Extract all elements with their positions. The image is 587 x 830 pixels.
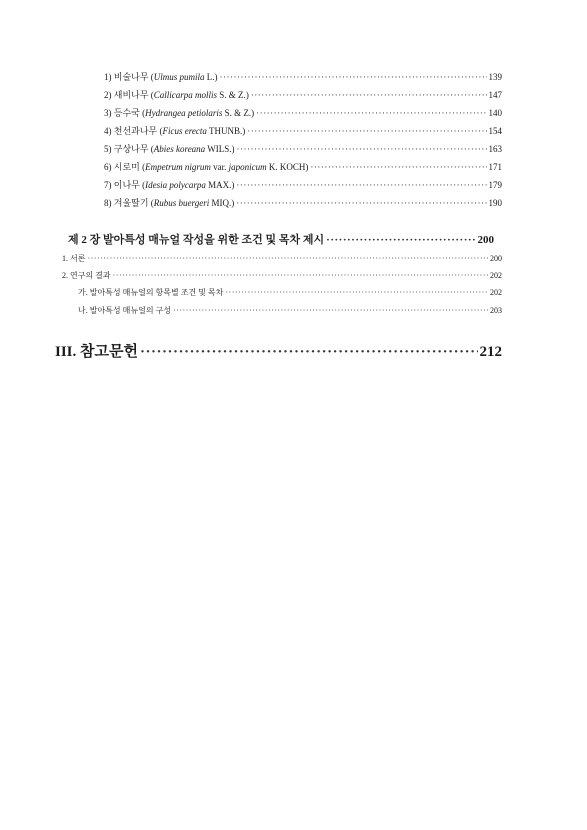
leader-dots bbox=[256, 108, 486, 118]
leader-dots bbox=[140, 344, 478, 361]
toc-section-results[interactable] bbox=[62, 270, 502, 281]
toc-entry-callicarpa-mollis[interactable] bbox=[104, 88, 502, 101]
toc-page-number: 203 bbox=[490, 306, 502, 315]
toc-page-number: 200 bbox=[477, 234, 494, 246]
leader-dots bbox=[113, 271, 488, 280]
toc-page-number: 202 bbox=[490, 271, 502, 280]
leader-dots bbox=[310, 162, 486, 172]
toc-part-3-references[interactable] bbox=[55, 340, 502, 361]
toc-chapter-2[interactable] bbox=[68, 231, 494, 247]
toc-entry-idesia-polycarpa[interactable] bbox=[104, 178, 502, 191]
toc-subsection-conditions[interactable] bbox=[78, 287, 502, 298]
toc-page-number: 140 bbox=[488, 108, 502, 118]
toc-section-title: 1. 서론 bbox=[62, 254, 86, 263]
toc-page-number: 154 bbox=[488, 126, 502, 136]
toc-subsection-title: 나. 발아특성 매뉴얼의 구성 bbox=[78, 306, 172, 315]
toc-entry-title: 4) 천선과나무 (Ficus erecta THUNB.) bbox=[104, 126, 246, 136]
toc-entry-title: 6) 시로미 (Empetrum nigrum var. japonicum K. KOCH) bbox=[104, 162, 309, 172]
leader-dots bbox=[237, 144, 487, 154]
toc-entry-title: 7) 이나무 (Idesia polycarpa MAX.) bbox=[104, 180, 235, 190]
leader-dots bbox=[247, 126, 486, 136]
leader-dots bbox=[225, 288, 488, 297]
toc-page-number: 212 bbox=[479, 344, 502, 360]
toc-entry-hydrangea-petiolaris[interactable] bbox=[104, 106, 502, 119]
toc-page-number: 200 bbox=[490, 254, 502, 263]
toc-entry-abies-koreana[interactable] bbox=[104, 142, 502, 155]
leader-dots bbox=[87, 254, 488, 263]
toc-page-number: 163 bbox=[488, 144, 502, 154]
leader-dots bbox=[326, 234, 475, 246]
toc-page-number: 139 bbox=[488, 72, 502, 82]
toc-section-introduction[interactable] bbox=[62, 253, 502, 264]
toc-entry-empetrum-nigrum[interactable] bbox=[104, 160, 502, 173]
toc-page-number: 202 bbox=[490, 288, 502, 297]
leader-dots bbox=[251, 90, 487, 100]
toc-entry-title: 3) 등수국 (Hydrangea petiolaris S. & Z.) bbox=[104, 108, 255, 118]
toc-entry-rubus-buergeri[interactable] bbox=[104, 196, 502, 209]
toc-subsection-composition[interactable] bbox=[78, 305, 502, 316]
toc-entry-title: 8) 겨울딸기 (Rubus buergeri MIQ.) bbox=[104, 198, 235, 208]
toc-page-number: 190 bbox=[488, 198, 502, 208]
toc-page-number: 147 bbox=[488, 90, 502, 100]
toc-entry-title: 1) 비술나무 (Ulmus pumila L.) bbox=[104, 72, 218, 82]
toc-entry-ficus-erecta[interactable] bbox=[104, 124, 502, 137]
toc-entry-title: 2) 새비나무 (Callicarpa mollis S. & Z.) bbox=[104, 90, 249, 100]
leader-dots bbox=[236, 180, 486, 190]
toc-page-number: 171 bbox=[488, 162, 502, 172]
toc-page-number: 179 bbox=[488, 180, 502, 190]
toc-entry-ulmus-pumila[interactable] bbox=[104, 70, 502, 83]
toc-subsection-title: 가. 발아특성 매뉴얼의 항목별 조건 및 목차 bbox=[78, 288, 224, 297]
leader-dots bbox=[236, 198, 486, 208]
toc-section-title: 2. 연구의 결과 bbox=[62, 271, 111, 280]
leader-dots bbox=[173, 306, 488, 315]
leader-dots bbox=[220, 72, 487, 82]
toc-entry-title: 5) 구상나무 (Abies koreana WILS.) bbox=[104, 144, 235, 154]
toc-part-title: III. 참고문헌 bbox=[55, 344, 138, 360]
toc-chapter-title: 제 2 장 발아특성 매뉴얼 작성을 위한 조건 및 목차 제시 bbox=[68, 234, 325, 246]
